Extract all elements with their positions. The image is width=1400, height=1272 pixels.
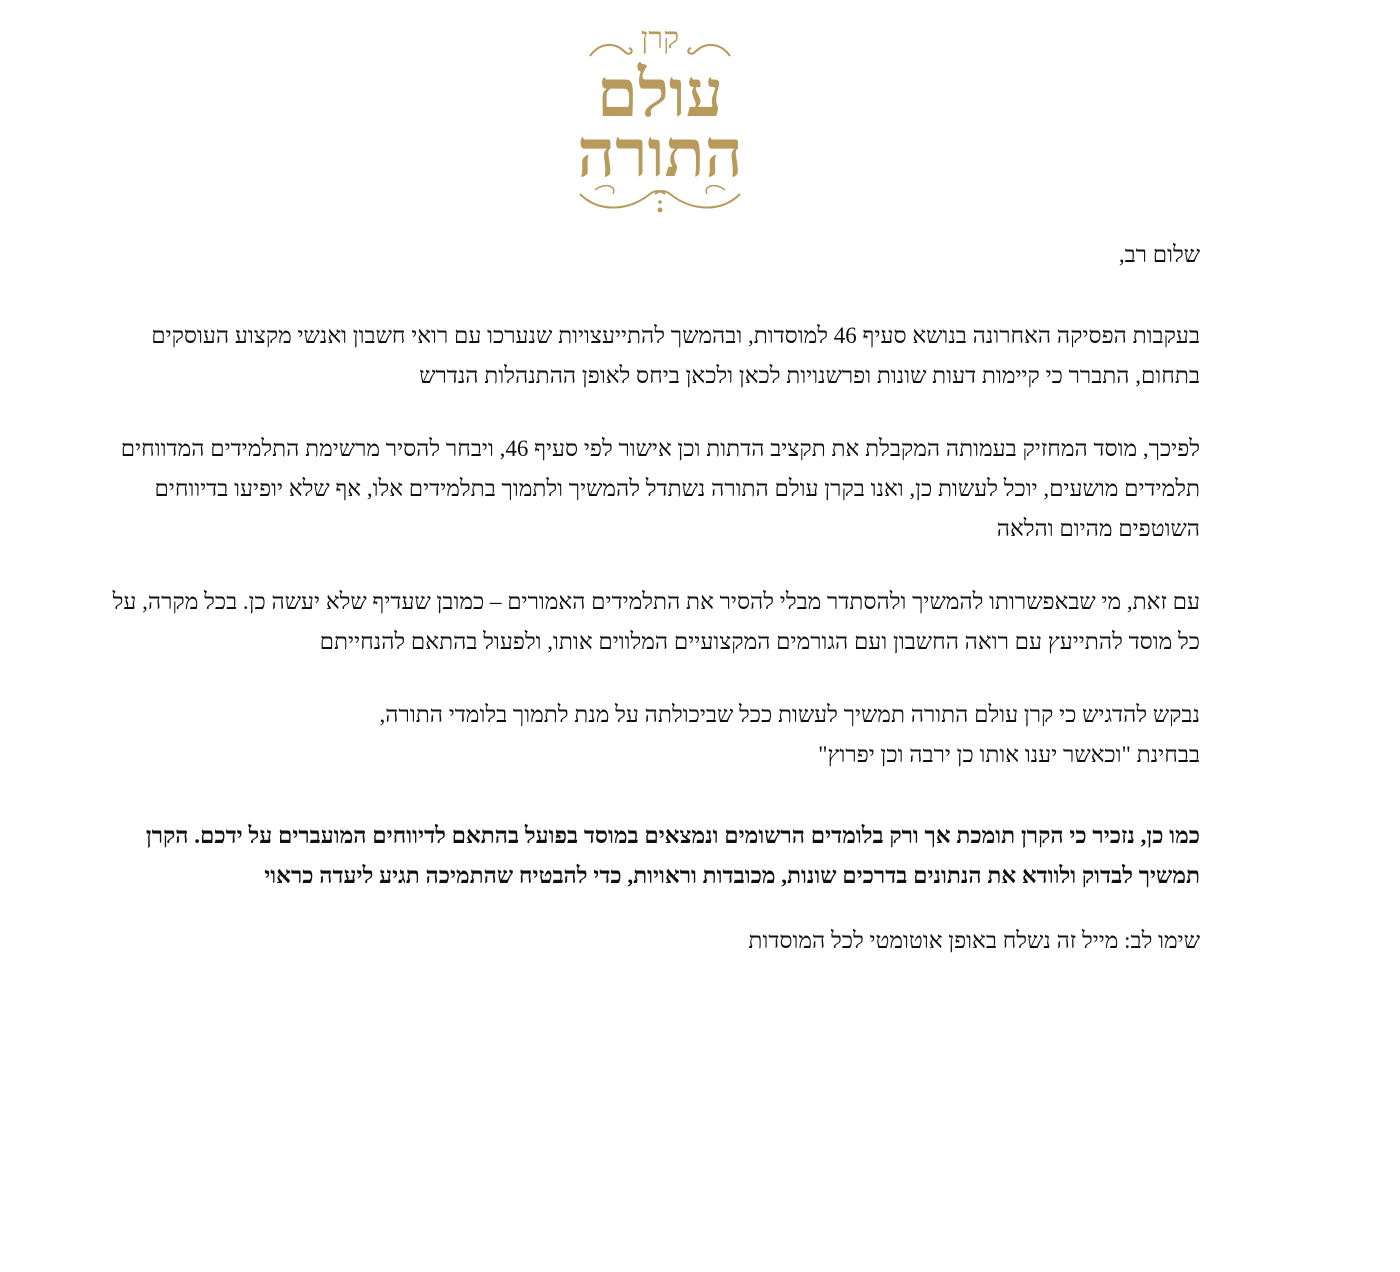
paragraph-4-line-2: בבחינת "וכאשר יענו אותו כן ירבה וכן יפרוץ" xyxy=(818,742,1200,767)
paragraph-2: לפיכך, מוסד המחזיק בעמותה המקבלת את תקציב הדתות וכן אישור לפי סעיף 46, ויבחר להסיר מרשימת התלמידים המדווחים תלמידים מושעים, יוכל לעשות כן, ואנו בקרן עולם התורה נשתדל להמשיך ולתמוך בתלמידים אלו, אף שלא יופיעו בדיווחים השוטפים מהיום והלאה xyxy=(120,436,1200,541)
greeting: שלום רב, xyxy=(1118,242,1200,267)
paragraph-4 xyxy=(100,695,1200,775)
bold-paragraph: כמו כן, נזכיר כי הקרן תומכת אך ורק בלומדים הרשומים ונמצאים במוסד בפועל בהתאם לדיווחים המועברים על ידכם. הקרן תמשיך לבדוק ולוודא את הנתונים בדרכים שונות, מכובדות וראויות, כדי להבטיח שהתמיכה תגיע ליעדה כראוי xyxy=(145,823,1200,888)
logo-line-2: התורה xyxy=(577,118,743,191)
paragraph-3: עם זאת, מי שבאפשרותו להמשיך ולהסתדר מבלי להסיר את התלמידים האמורים – כמובן שעדיף שלא יעשה כן. בכל מקרה, על כל מוסד להתייעץ עם רואה החשבון ועם הגורמים המקצועיים המלווים אותו, ולפעול בהתאם להנחייתם xyxy=(112,589,1200,654)
automatic-mail-notice: שימו לב: מייל זה נשלח באופן אוטומטי לכל המוסדות xyxy=(748,928,1200,953)
paragraph-1: בעקבות הפסיקה האחרונה בנושא סעיף 46 למוסדות, ובהמשך להתייעצויות שנערכו עם רואי חשבון ואנשי מקצוע העוסקים בתחום, התברר כי קיימות דעות שונות ופרשנויות לכאן ולכאן ביחס לאופן ההתנהלות הנדרש xyxy=(151,323,1200,388)
logo-line-1: עולם xyxy=(596,58,724,131)
logo-top-text: קרן xyxy=(640,22,680,55)
foundation-logo xyxy=(565,20,755,220)
logo-bottom-flourish-icon xyxy=(575,180,745,218)
paragraph-4-line-1: נבקש להדגיש כי קרן עולם התורה תמשיך לעשות ככל שביכולתה על מנת לתמוך בלומדי התורה, xyxy=(379,702,1200,727)
letter-body xyxy=(100,235,1200,961)
